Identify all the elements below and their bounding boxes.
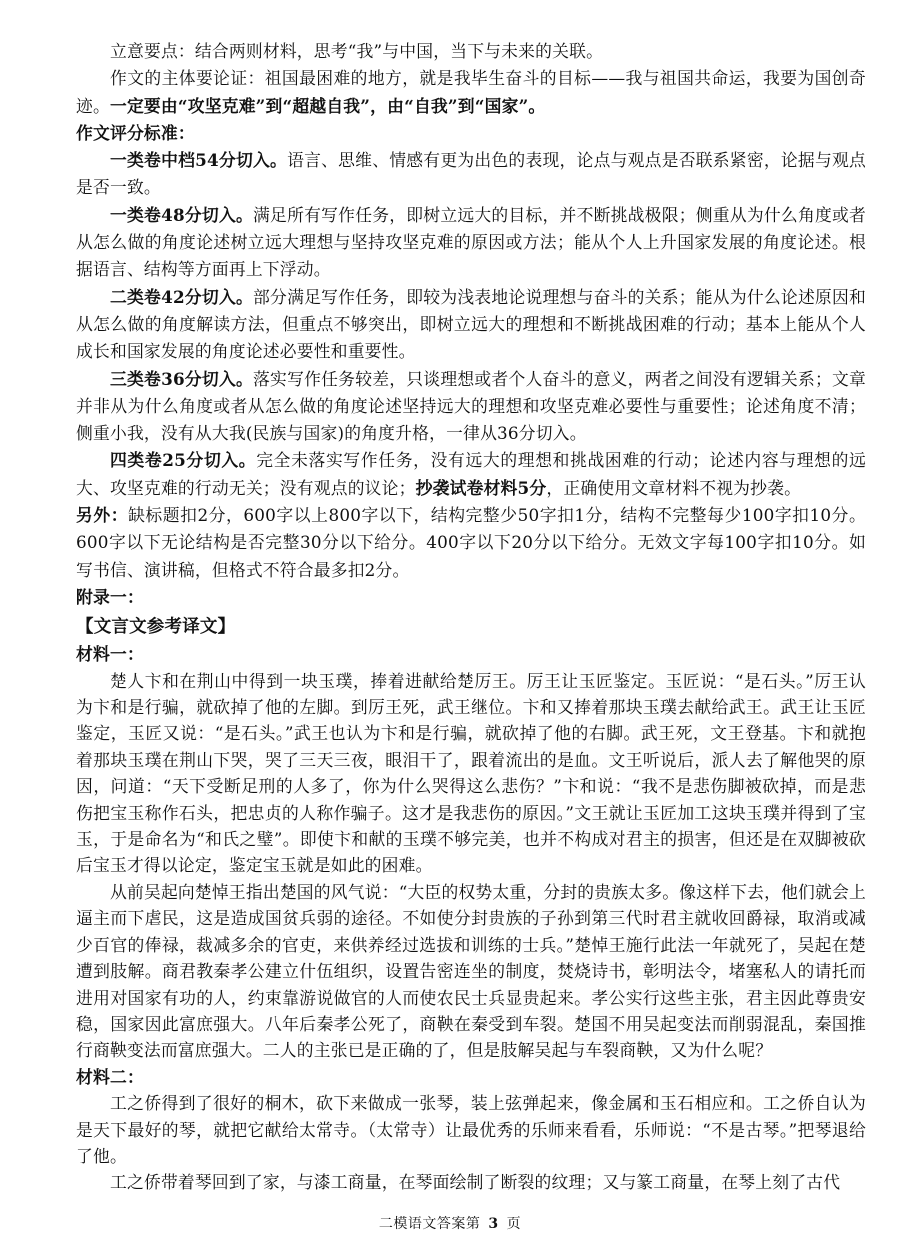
grading-item-lead: 二类卷42分切入。 <box>110 286 254 307</box>
grading-item-3 <box>76 284 866 366</box>
material1-paragraph: 楚人卞和在荆山中得到一块玉璞，捧着进献给楚厉王。厉王让玉匠鉴定。玉匠说：“是石头。”厉王认为卞和是行骗，就砍掉了他的左脚。到厉王死，武王继位。卞和又捧着那块玉璞去献给武王。武王让玉匠鉴定，玉匠又说：“是石头。”武王也认为卞和是行骗，就砍掉了他的右脚。武王死，文王登基。卞和就抱着那块玉璞在荆山下哭，哭了三天三夜，眼泪干了，跟着流出的是血。文王听说后，派人去了解他哭的原因，问道：“天下受断足刑的人多了，你为什么哭得这么悲伤？”卞和说：“我不是悲伤脚被砍掉，而是悲伤把宝玉称作石头，把忠贞的人称作骗子。这才是我悲伤的原因。”文王就让玉匠加工这块玉璞并得到了宝玉，于是命名为“和氏之璧”。即使卞和献的玉璞不够完美，也并不构成对君主的损害，但还是在双脚被砍后宝玉才得以论定，鉴定宝玉就是如此的困难。 <box>76 670 866 876</box>
material1-heading: 材料一： <box>76 644 144 665</box>
grading-item-text: 语言、思维、情感有更为出色的表现，论点与观点是否联系紧密，论据与观点是否一致。 <box>76 150 866 198</box>
grading-item-1 <box>76 147 866 202</box>
translation-section <box>76 641 866 1196</box>
grading-item-tail: ，正确使用文章材料不视为抄袭。 <box>546 477 802 498</box>
essay-intent-text: 结合两则材料，思考“我”与中国，当下与未来的关联。 <box>194 41 604 61</box>
appendix-title: 【文言文参考译文】 <box>76 617 236 638</box>
footer-suffix: 页 <box>506 1216 522 1232</box>
grading-item-text: 部分满足写作任务，即较为浅表地论说理想与奋斗的关系；能从为什么论述原因和从怎么做的角度解读方法，但重点不够突出，即树立远大的理想和不断挑战困难的行动；基本上能从个人成长和国家发展的角度论述必要性和重要性。 <box>76 286 867 362</box>
material2-heading: 材料二： <box>76 1066 144 1087</box>
grading-heading: 作文评分标准： <box>76 122 195 143</box>
essay-intent <box>76 38 866 65</box>
essay-body-lead: 作文的主体要论证： <box>110 68 265 89</box>
grading-item-lead: 一类卷48分切入。 <box>110 204 254 225</box>
essay-body-bold: 一定要由“攻坚克难”到“超越自我”，由“自我”到“国家”。 <box>109 95 546 116</box>
grading-item-4 <box>76 366 866 448</box>
page-footer <box>0 1213 900 1233</box>
grading-extra-lead: 另外： <box>76 505 129 526</box>
footer-prefix: 二模语文答案第 <box>378 1216 481 1232</box>
appendix-heading: 附录一： <box>76 586 144 607</box>
grading-item-text: 完全未落实写作任务，没有远大的理想和挑战困难的行动；论述内容与理想的远大、攻坚克难的行动无关；没有观点的议论； <box>76 450 866 498</box>
grading-item-bold-tail: 抄袭试卷材料5分 <box>415 477 547 498</box>
grading-item-2 <box>76 202 866 284</box>
grading-item-lead: 一类卷中档54分切入。 <box>110 150 288 171</box>
material2-paragraph: 工之侨得到了很好的桐木，砍下来做成一张琴，装上弦弹起来，像金属和玉石相应和。工之侨自认为是天下最好的琴，就把它献给太常寺。（太常寺）让最优秀的乐师来看看，乐师说：“不是古琴。”把琴退给了他。 <box>76 1093 866 1166</box>
essay-body-text: 祖国最困难的地方，就是我毕生奋斗的目标——我与祖国共命运，我要为国创奇迹。 <box>76 68 866 116</box>
material1-paragraph: 从前吴起向楚悼王指出楚国的风气说：“大臣的权势太重，分封的贵族太多。像这样下去，他们就会上逼主而下虐民，这是造成国贫兵弱的途径。不如使分封贵族的子孙到第三代时君主就收回爵禄，取消或减少百官的俸禄，裁减多余的官吏，来供养经过选拔和训练的士兵。”楚悼王施行此法一年就死了，吴起在楚遭到肢解。商君教秦孝公建立什伍组织，设置告密连坐的制度，焚烧诗书，彰明法令，堵塞私人的请托而进用对国家有功的人，约束靠游说做官的人而使农民士兵显贵起来。孝公实行这些主张，君主因此尊贵安稳，国家因此富庶强大。八年后秦孝公死了，商鞅在秦受到车裂。楚国不用吴起变法而削弱混乱，秦国推行商鞅变法而富庶强大。二人的主张已是正确的了，但是肢解吴起与车裂商鞅，又为什么呢？ <box>76 881 866 1061</box>
grading-item-lead: 四类卷25分切入。 <box>110 450 257 471</box>
footer-page-number: 3 <box>488 1216 499 1232</box>
essay-body <box>76 65 866 120</box>
material2-paragraph: 工之侨带着琴回到了家，与漆工商量，在琴面绘制了断裂的纹理；又与篆工商量，在琴上刻了古代 <box>110 1172 841 1193</box>
grading-item-lead: 三类卷36分切入。 <box>110 368 254 389</box>
grading-item-text: 满足所有写作任务，即树立远大的目标，并不断挑战极限；侧重从为什么角度或者从怎么做的角度论述树立远大理想与坚持攻坚克难的原因或方法；能从个人上升国家发展的角度论述。根据语言、结构等方面再上下浮动。 <box>76 204 867 280</box>
document-page <box>76 38 866 1196</box>
grading-extra <box>76 502 866 584</box>
essay-intent-lead: 立意要点： <box>110 41 195 61</box>
grading-extra-text: 缺标题扣2分，600字以上800字以下，结构完整少50字扣1分，结构不完整每少100字扣10分。600字以下无论结构是否完整30分以下给分。400字以下20分以下给分。无效文字每100字扣10分。如写书信、演讲稿，但格式不符合最多扣2分。 <box>76 505 866 580</box>
grading-item-5 <box>76 447 866 502</box>
grading-item-text: 落实写作任务较差，只谈理想或者个人奋斗的意义，两者之间没有逻辑关系；文章并非从为什么角度或者从怎么做的角度论述坚持远大的理想和攻坚克难必要性与重要性；论述角度不清；侧重小我，没有从大我(民族与国家)的角度升格，一律从36分切入。 <box>76 368 867 444</box>
